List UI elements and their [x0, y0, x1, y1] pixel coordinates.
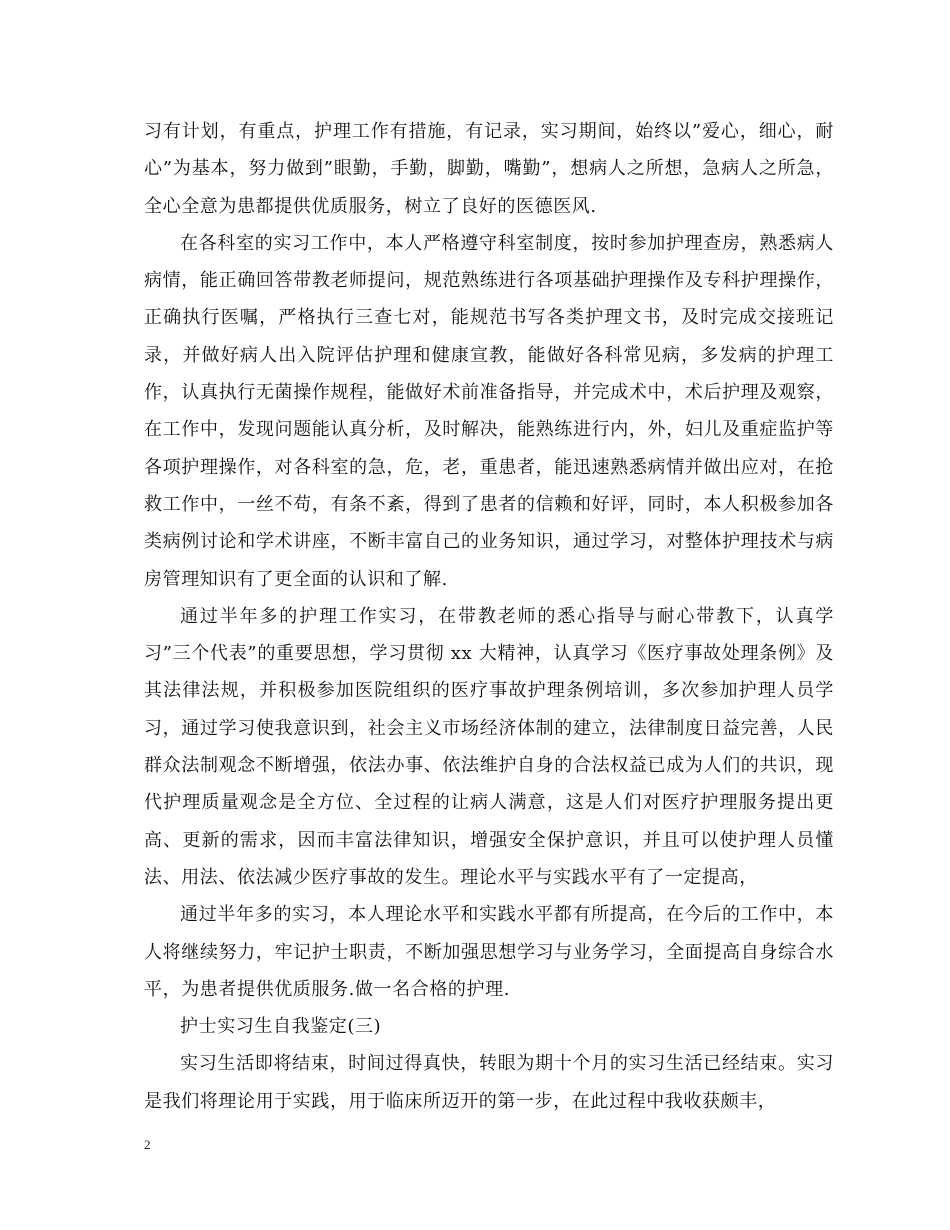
- section-heading: 护士实习生自我鉴定(三): [180, 1016, 382, 1038]
- paragraph-legal-study: 通过半年多的护理工作实习，在带教老师的悉心指导与耐心带教下，认真学习”三个代表”的重要思想，学习贯彻 xx 大精神，认真学习《医疗事故处理条例》及其法律法规，并积极参加医院组织的医疗事故护理条例培训，多次参加护理人员学习，通过学习使我意识到，社会主义市场经济体制的建立，法律制度日益完善，人民群众法制观念不断增强，依法办事、依法维护自身的合法权益已成为人们的共识，现代护理质量观念是全方位、全过程的让病人满意，这是人们对医疗护理服务提出更高、更新的需求，因而丰富法律知识，增强安全保护意识，并且可以使护理人员懂法、用法、依法减少医疗事故的发生。理论水平与实践水平有了一定提高，: [144, 605, 834, 888]
- body-text: [144, 113, 834, 1120]
- paragraph-continuation: 习有计划，有重点，护理工作有措施，有记录，实习期间，始终以”爱心，细心，耐心”为基本，努力做到”眼勤，手勤，脚勤，嘴勤”，想病人之所想，急病人之所急，全心全意为患都提供优质服务，树立了良好的医德医风.: [144, 121, 834, 217]
- page-number: 2: [144, 1137, 151, 1152]
- paragraph-summary: 通过半年多的实习，本人理论水平和实践水平都有所提高，在今后的工作中，本人将继续努力，牢记护士职责，不断加强思想学习与业务学习，全面提高自身综合水平，为患者提供优质服务.做一名合格的护理.: [144, 904, 834, 1000]
- paragraph-department-work: 在各科室的实习工作中，本人严格遵守科室制度，按时参加护理查房，熟悉病人病情，能正确回答带教老师提问，规范熟练进行各项基础护理操作及专科护理操作，正确执行医嘱，严格执行三查七对，能规范书写各类护理文书，及时完成交接班记录，并做好病人出入院评估护理和健康宣教，能做好各科常见病，多发病的护理工作，认真执行无菌操作规程，能做好术前准备指导，并完成术中，术后护理及观察，在工作中，发现问题能认真分析，及时解决，能熟练进行内，外，妇儿及重症监护等各项护理操作，对各科室的急，危，老，重患者，能迅速熟悉病情并做出应对，在抢救工作中，一丝不苟，有条不紊，得到了患者的信赖和好评，同时，本人积极参加各类病例讨论和学术讲座，不断丰富自己的业务知识，通过学习，对整体护理技术与病房管理知识有了更全面的认识和了解.: [144, 232, 834, 590]
- paragraph-section-three-intro: 实习生活即将结束，时间过得真快，转眼为期十个月的实习生活已经结束。实习是我们将理论用于实践，用于临床所迈开的第一步，在此过程中我收获颇丰，: [144, 1053, 834, 1112]
